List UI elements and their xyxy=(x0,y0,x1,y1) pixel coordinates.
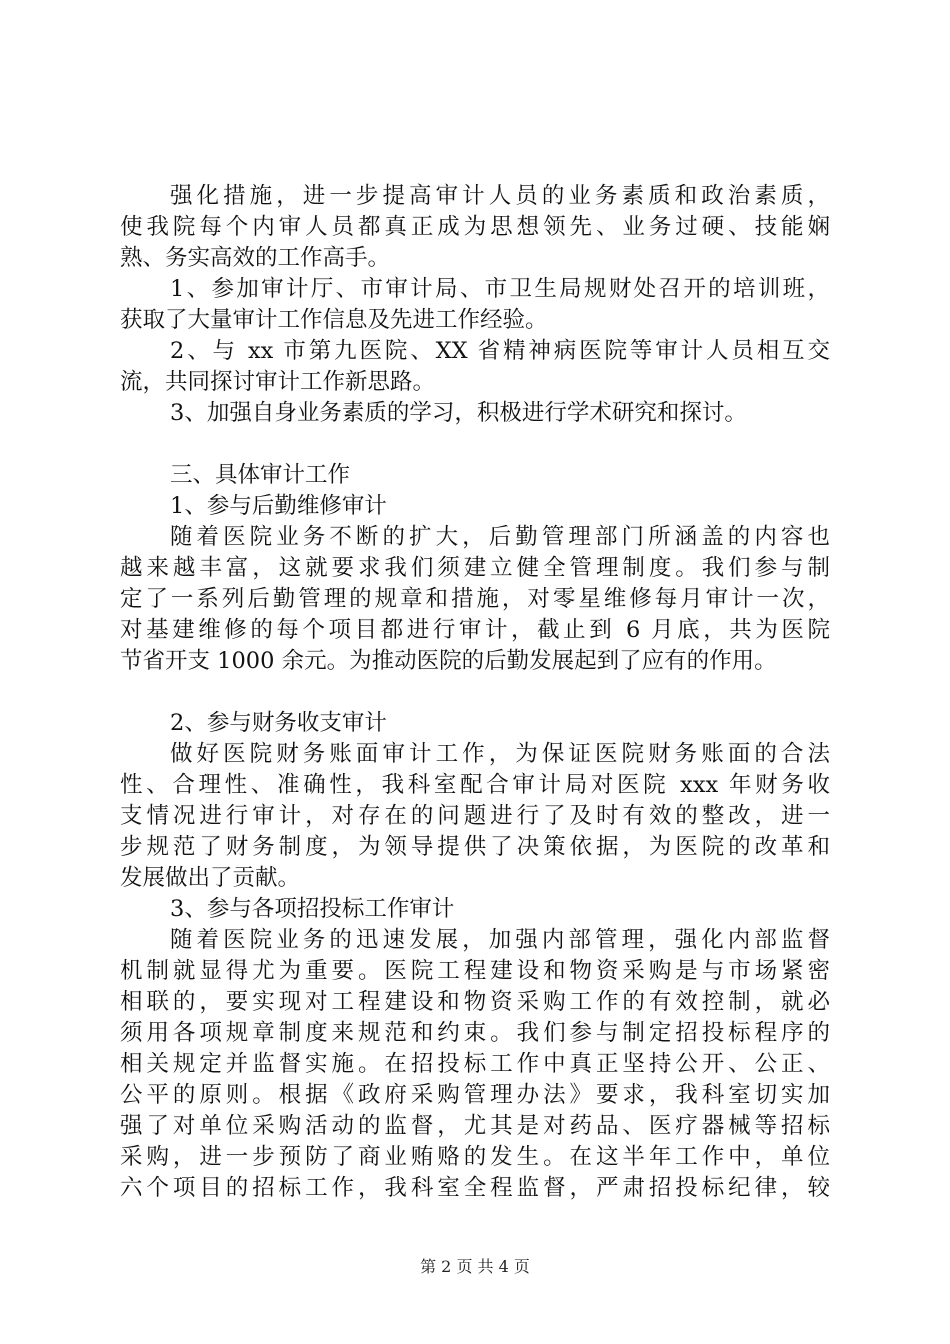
text-line: 随着医院业务不断的扩大，后勤管理部门所涵盖的内容也 xyxy=(170,524,830,550)
text-line: 越来越丰富，这就要求我们须建立健全管理制度。我们参与制 xyxy=(120,555,830,581)
text-line: 相关规定并监督实施。在招投标工作中真正坚持公开、公正、 xyxy=(120,1051,830,1077)
subsection-heading: 2、参与财务收支审计 xyxy=(170,710,387,736)
text-line: 强化措施，进一步提高审计人员的业务素质和政治素质， xyxy=(170,183,830,209)
subsection-heading: 3、参与各项招投标工作审计 xyxy=(170,896,455,922)
text-line: 节省开支 1000 余元。为推动医院的后勤发展起到了应有的作用。 xyxy=(120,648,777,674)
text-line: 3、加强自身业务素质的学习，积极进行学术研究和探讨。 xyxy=(170,400,747,426)
text-line: 2、与 xx 市第九医院、XX 省精神病医院等审计人员相互交 xyxy=(170,338,830,364)
text-line: 随着医院业务的迅速发展，加强内部管理，强化内部监督 xyxy=(170,927,830,953)
page-footer: 第 2 页 共 4 页 xyxy=(420,1257,530,1276)
text-line: 相联的，要实现对工程建设和物资采购工作的有效控制，就必 xyxy=(120,989,830,1015)
text-line: 发展做出了贡献。 xyxy=(120,865,301,891)
text-line: 获取了大量审计工作信息及先进工作经验。 xyxy=(120,307,548,333)
section-heading: 三、具体审计工作 xyxy=(170,462,351,488)
text-line: 对基建维修的每个项目都进行审计，截止到 6 月底，共为医院 xyxy=(120,617,830,643)
text-line: 使我院每个内审人员都真正成为思想领先、业务过硬、技能娴 xyxy=(120,214,830,240)
subsection-heading: 1、参与后勤维修审计 xyxy=(170,493,387,519)
text-line: 定了一系列后勤管理的规章和措施，对零星维修每月审计一次， xyxy=(120,586,830,612)
text-line: 步规范了财务制度，为领导提供了决策依据，为医院的改革和 xyxy=(120,834,830,860)
text-line: 公平的原则。根据《政府采购管理办法》要求，我科室切实加 xyxy=(120,1082,830,1108)
text-line: 机制就显得尤为重要。医院工程建设和物资采购是与市场紧密 xyxy=(120,958,830,984)
text-line: 六个项目的招标工作，我科室全程监督，严肃招投标纪律，较 xyxy=(120,1175,830,1201)
text-line: 须用各项规章制度来规范和约束。我们参与制定招投标程序的 xyxy=(120,1020,830,1046)
text-line: 熟、务实高效的工作高手。 xyxy=(120,245,391,271)
text-line: 做好医院财务账面审计工作，为保证医院财务账面的合法 xyxy=(170,741,830,767)
text-line: 采购，进一步预防了商业贿赂的发生。在这半年工作中，单位 xyxy=(120,1144,830,1170)
text-line: 1、参加审计厅、市审计局、市卫生局规财处召开的培训班， xyxy=(170,276,830,302)
text-line: 流，共同探讨审计工作新思路。 xyxy=(120,369,436,395)
text-line: 支情况进行审计，对存在的问题进行了及时有效的整改，进一 xyxy=(120,803,830,829)
text-line: 强了对单位采购活动的监督，尤其是对药品、医疗器械等招标 xyxy=(120,1113,830,1139)
text-line: 性、合理性、准确性，我科室配合审计局对医院 xxx 年财务收 xyxy=(120,772,830,798)
